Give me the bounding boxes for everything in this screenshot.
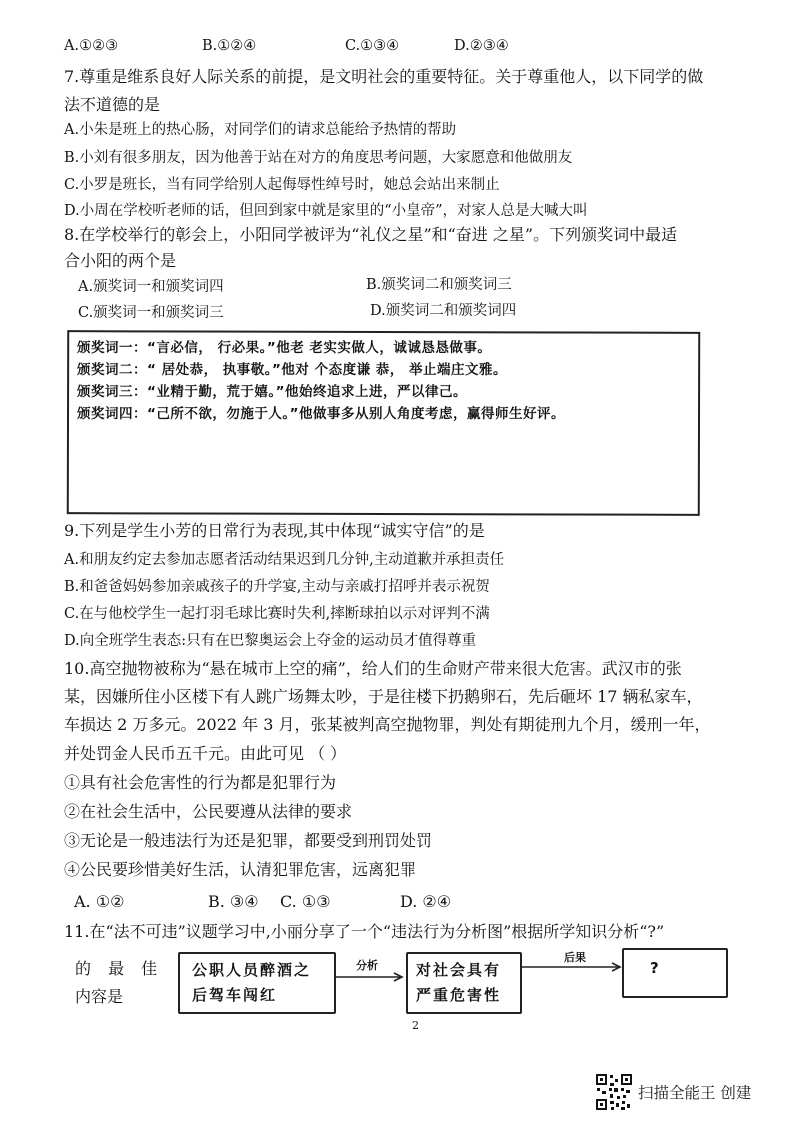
q10-option-d: D. ②④ xyxy=(400,892,452,911)
flow-box-analysis-line1: 对社会具有 xyxy=(416,961,502,979)
q6-option-a: A.①②③ xyxy=(64,38,119,54)
flow-box-unknown xyxy=(622,948,728,998)
q10-statement-4: ④公民要珍惜美好生活，认清犯罪危害，远离犯罪 xyxy=(64,860,417,879)
q9-option-c: C.在与他校学生一起打羽毛球比赛时失利,摔断球拍以示对评判不满 xyxy=(64,606,490,622)
q9-option-d: D.向全班学生表态:只有在巴黎奥运会上夺金的运动员才值得尊重 xyxy=(64,633,477,649)
q6-option-b: B.①②④ xyxy=(202,38,257,54)
q7-option-c: C.小罗是班长，当有同学给别人起侮辱性绰号时，她总会站出来制止 xyxy=(64,177,500,193)
q9-option-a: A.和朋友约定去参加志愿者活动结果迟到几分钟,主动道歉并承担责任 xyxy=(64,552,505,568)
q8-option-b: B.颁奖词二和颁奖词三 xyxy=(366,277,512,293)
q10-stem-line3: 车损达 2 万多元。2022 年 3 月，张某被判高空抛物罪，判处有期徒刑九个月，缓刑一年， xyxy=(64,715,711,734)
q8-stem-line2: 合小阳的两个是 xyxy=(64,251,177,270)
q6-option-d: D.②③④ xyxy=(454,38,509,54)
q8-stem-line1: 8.在学校举行的彰会上，小阳同学被评为“礼仪之星”和“奋进 之星”。下列颁奖词中最适 xyxy=(64,225,678,244)
award-speech-3: 颁奖词三：“业精于勤，荒于嬉。”他始终追求上进，严以律己。 xyxy=(77,384,467,400)
flow-box-analysis-line2: 严重危害性 xyxy=(416,986,502,1004)
q7-option-b: B.小刘有很多朋友，因为他善于站在对方的角度思考问题，大家愿意和他做朋友 xyxy=(64,150,573,166)
q9-stem: 9.下列是学生小芳的日常行为表现,其中体现“诚实守信”的是 xyxy=(64,521,485,540)
award-speech-2: 颁奖词二：“ 居处恭， 执事敬。”他对 个态度谦 恭， 举止端庄文雅。 xyxy=(77,362,507,378)
q8-option-a: A.颁奖词一和颁奖词四 xyxy=(78,279,224,295)
q10-statement-3: ③无论是一般违法行为还是犯罪，都要受到刑罚处罚 xyxy=(64,831,433,850)
flow-arrow-1 xyxy=(334,972,406,982)
flow-arrow-2 xyxy=(520,962,624,972)
q7-stem-line1: 7.尊重是维系良好人际关系的前提，是文明社会的重要特征。关于尊重他人，以下同学的做 xyxy=(64,67,704,86)
q10-stem-line2: 某，因嫌所住小区楼下有人跳广场舞太吵，于是往楼下扔鹅卵石，先后砸坏 17 辆私家车， xyxy=(64,687,703,706)
q11-stem-line1: 11.在“法不可违”议题学习中,小丽分享了一个“违法行为分析图”根据所学知识分析“?” xyxy=(64,922,665,941)
q10-statement-1: ①具有社会危害性的行为都是犯罪行为 xyxy=(64,773,337,792)
q8-option-d: D.颁奖词二和颁奖词四 xyxy=(370,303,517,319)
q10-option-b: B. ③④ xyxy=(208,892,259,911)
q9-option-b: B.和爸爸妈妈参加亲戚孩子的升学宴,主动与亲戚打招呼并表示祝贺 xyxy=(64,579,490,595)
q11-stem-line2: 的 最 佳 xyxy=(75,959,164,978)
q11-stem-line3: 内容是 xyxy=(75,987,124,1006)
q10-stem-line1: 10.高空抛物被称为“悬在城市上空的痛”，给人们的生命财产带来很大危害。武汉市的张 xyxy=(64,659,682,678)
q10-stem-line4: 并处罚金人民币五千元。由此可见 （ ） xyxy=(64,744,347,763)
q7-option-a: A.小朱是班上的热心肠，对同学们的请求总能给予热情的帮助 xyxy=(64,122,457,138)
q6-option-c: C.①③④ xyxy=(345,38,400,54)
q8-option-c: C.颁奖词一和颁奖词三 xyxy=(78,305,224,321)
q10-option-c: C. ①③ xyxy=(280,892,331,911)
qr-code-icon xyxy=(595,1073,633,1111)
flow-box-case-line2: 后驾车闯红 xyxy=(192,986,278,1004)
page-number: 2 xyxy=(412,1019,419,1032)
flow-box-case-line1: 公职人员醉酒之 xyxy=(192,961,312,979)
q7-option-d: D.小周在学校听老师的话，但回到家中就是家里的“小皇帝”，对家人总是大喊大叫 xyxy=(64,203,588,219)
scanner-watermark: 扫描全能王 创建 xyxy=(638,1084,752,1102)
q10-option-a: A. ①② xyxy=(74,892,125,911)
award-speech-4: 颁奖词四：“己所不欲，勿施于人。”他做事多从别人角度考虑，赢得师生好评。 xyxy=(77,406,565,422)
q7-stem-line2: 法不道德的是 xyxy=(64,95,161,114)
flow-box-unknown-mark: ? xyxy=(650,959,661,977)
q10-statement-2: ②在社会生活中，公民要遵从法律的要求 xyxy=(64,802,353,821)
flow-arrow-label-analysis: 分析 xyxy=(356,959,378,972)
award-speech-1: 颁奖词一：“言必信， 行必果。”他老 老实实做人，诚诚恳恳做事。 xyxy=(77,340,492,356)
flow-arrow-label-consequence: 后果 xyxy=(564,951,586,964)
